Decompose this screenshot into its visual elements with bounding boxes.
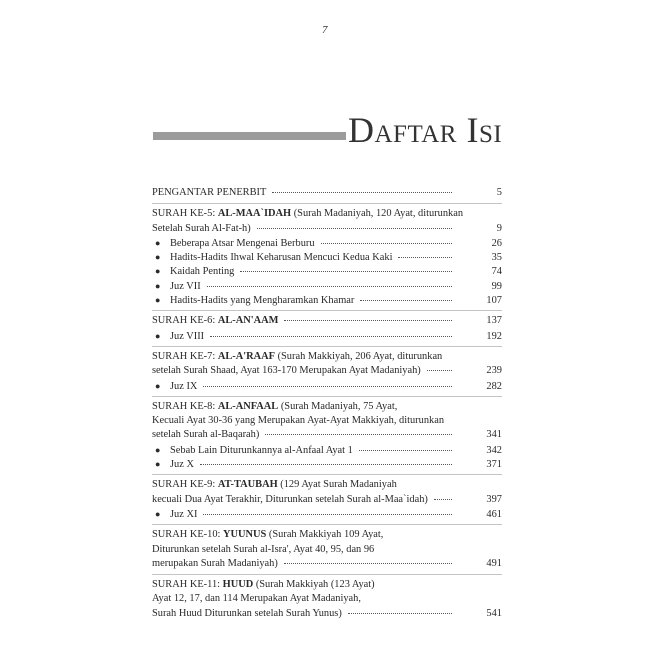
dot-leader	[210, 335, 452, 337]
bullet-icon: ●	[155, 444, 161, 455]
toc-subentry[interactable]	[152, 379, 502, 393]
surah-name: AL-AN'AAM	[217, 315, 279, 327]
dot-leader	[272, 191, 452, 193]
bullet-icon: ●	[155, 295, 161, 306]
toc-entry-line[interactable]	[152, 364, 502, 378]
toc-section	[152, 310, 502, 346]
entry-text	[152, 350, 442, 364]
surah-name: AT-TAUBAH	[217, 479, 278, 491]
entry-text	[152, 400, 397, 414]
entry-text	[152, 493, 428, 507]
entry-description: (Surah Madaniyah, 120 Ayat, diturunkan	[291, 208, 464, 220]
toc-section	[152, 183, 502, 203]
surah-name: YUUNUS	[223, 529, 267, 541]
toc-entry-line[interactable]	[152, 557, 502, 571]
entry-description: (Surah Makkiyah 109 Ayat,	[266, 529, 384, 541]
entry-description: PENGANTAR PENERBIT	[152, 187, 267, 198]
dot-leader	[257, 227, 452, 229]
toc-entry-line[interactable]	[152, 607, 502, 621]
entry-text	[152, 414, 444, 428]
subentry-text: Sebab Lain Diturunkannya al-Anfaal Ayat 1	[170, 444, 353, 456]
bullet-icon: ●	[155, 380, 161, 391]
entry-description: (Surah Makkiyah (123 Ayat)	[253, 579, 375, 591]
page-number-ref: 341	[486, 429, 502, 441]
page-number-ref: 192	[486, 330, 502, 342]
toc-entry-line[interactable]	[152, 414, 502, 428]
surah-number: SURAH KE-9:	[152, 479, 218, 491]
toc-subentry[interactable]	[152, 236, 502, 250]
page-number-ref: 99	[491, 280, 502, 292]
entry-description: setelah Surah Shaad, Ayat 163-170 Merupakan Ayat Madaniyah)	[152, 365, 421, 377]
entry-text	[152, 186, 266, 200]
toc-subentry[interactable]	[152, 279, 502, 293]
entry-text	[152, 222, 251, 236]
entry-text	[152, 207, 463, 221]
dot-leader	[265, 433, 452, 435]
entry-description: Surah Huud Diturunkan setelah Surah Yunus)	[152, 607, 342, 619]
toc-entry-line[interactable]	[152, 528, 502, 542]
subentry-text: Juz X	[170, 459, 194, 471]
page-number-ref: 35	[491, 252, 502, 264]
toc-subentry[interactable]	[152, 507, 502, 521]
toc-subentry[interactable]	[152, 250, 502, 264]
dot-leader	[348, 612, 452, 614]
bullet-icon: ●	[155, 280, 161, 291]
bullet-icon: ●	[155, 266, 161, 277]
title-decoration-bar	[153, 132, 346, 140]
bullet-icon: ●	[155, 330, 161, 341]
subentry-text: Hadits-Hadits Ihwal Keharusan Mencuci Kedua Kaki	[170, 252, 393, 264]
dot-leader	[284, 319, 452, 321]
subentry-text: Beberapa Atsar Mengenai Berburu	[170, 237, 315, 249]
entry-text	[152, 578, 375, 592]
toc-entry-line[interactable]	[152, 428, 502, 442]
subentry-text: Juz IX	[170, 380, 198, 392]
toc-subentry[interactable]	[152, 264, 502, 278]
bullet-icon: ●	[155, 508, 161, 519]
page-number: 7	[322, 24, 328, 36]
entry-description: Ayat 12, 17, dan 114 Merupakan Ayat Madaniyah,	[152, 593, 361, 605]
entry-description: setelah Surah al-Baqarah)	[152, 429, 260, 441]
dot-leader	[359, 449, 452, 451]
toc-section	[152, 203, 502, 310]
dot-leader	[321, 242, 452, 244]
toc-entry-line[interactable]	[152, 578, 502, 592]
page-number-ref: 541	[486, 607, 502, 619]
surah-number: SURAH KE-5:	[152, 208, 218, 220]
entry-description: (Surah Madaniyah, 75 Ayat,	[278, 400, 398, 412]
page-number-ref: 397	[486, 493, 502, 505]
surah-number: SURAH KE-10:	[152, 529, 224, 541]
entry-text	[152, 478, 397, 492]
entry-text	[152, 428, 259, 442]
toc-section	[152, 396, 502, 474]
surah-number: SURAH KE-7:	[152, 350, 218, 362]
page-number-ref: 371	[486, 459, 502, 471]
page-number-ref: 9	[496, 222, 502, 234]
bullet-icon: ●	[155, 459, 161, 470]
page-title: Daftar Isi	[348, 110, 503, 150]
subentry-text: Kaidah Penting	[170, 266, 235, 278]
entry-text	[152, 607, 342, 621]
toc-entry-line[interactable]	[152, 186, 502, 200]
entry-text	[152, 543, 374, 557]
entry-text	[152, 314, 278, 328]
toc-entry-line[interactable]	[152, 592, 502, 606]
entry-text	[152, 592, 361, 606]
toc-subentry[interactable]	[152, 443, 502, 457]
surah-name: AL-A'RAAF	[217, 350, 275, 362]
surah-number: SURAH KE-11:	[152, 579, 223, 591]
page-number-ref: 342	[486, 444, 502, 456]
page-number-ref: 461	[486, 508, 502, 520]
toc-entry-line[interactable]	[152, 478, 502, 492]
page-number-ref: 491	[486, 557, 502, 569]
bullet-icon: ●	[155, 237, 161, 248]
subentry-text: Juz VIII	[170, 330, 205, 342]
dot-leader	[398, 256, 452, 258]
entry-description: Diturunkan setelah Surah al-Isra', Ayat 40, 95, dan 96	[152, 543, 375, 555]
surah-name: AL-ANFAAL	[217, 400, 279, 412]
toc-entry-line[interactable]	[152, 207, 502, 221]
page-number-ref: 5	[496, 187, 502, 198]
bullet-icon: ●	[155, 252, 161, 263]
page-number-ref: 26	[491, 237, 502, 249]
page-number-ref: 239	[486, 365, 502, 377]
toc-entry-line[interactable]	[152, 350, 502, 364]
dot-leader	[203, 385, 452, 387]
toc-subentry[interactable]	[152, 457, 502, 471]
dot-leader	[207, 285, 452, 287]
toc-section	[152, 474, 502, 524]
page-number-ref: 74	[491, 266, 502, 278]
toc-entry-line[interactable]	[152, 400, 502, 414]
subentry-text: Juz XI	[170, 508, 198, 520]
entry-text	[152, 528, 383, 542]
page-number-ref: 137	[486, 315, 502, 327]
entry-description: merupakan Surah Madaniyah)	[152, 557, 278, 569]
dot-leader	[434, 498, 452, 500]
toc-entry-line[interactable]	[152, 314, 502, 328]
dot-leader	[203, 513, 452, 515]
entry-description: Kecuali Ayat 30-36 yang Merupakan Ayat-Ayat Makkiyah, diturunkan	[152, 415, 445, 427]
toc-section	[152, 524, 502, 574]
table-of-contents	[152, 183, 502, 624]
toc-entry-line[interactable]	[152, 222, 502, 236]
dot-leader	[427, 369, 452, 371]
dot-leader	[360, 299, 452, 301]
surah-number: SURAH KE-6:	[152, 315, 218, 327]
page-number-ref: 107	[486, 295, 502, 307]
page-number-ref: 282	[486, 380, 502, 392]
subentry-text: Juz VII	[170, 280, 201, 292]
dot-leader	[284, 562, 452, 564]
toc-subentry[interactable]	[152, 329, 502, 343]
entry-description: Setelah Surah Al-Fat-h)	[152, 222, 251, 234]
entry-description: kecuali Dua Ayat Terakhir, Diturunkan setelah Surah al-Maa`idah)	[152, 493, 428, 505]
toc-entry-line[interactable]	[152, 543, 502, 557]
subentry-text: Hadits-Hadits yang Mengharamkan Khamar	[170, 295, 355, 307]
entry-text	[152, 557, 278, 571]
entry-description: (129 Ayat Surah Madaniyah	[277, 479, 397, 491]
toc-section	[152, 574, 502, 624]
dot-leader	[240, 270, 452, 272]
dot-leader	[200, 463, 452, 465]
entry-text	[152, 364, 421, 378]
toc-section	[152, 346, 502, 396]
toc-entry-line[interactable]	[152, 493, 502, 507]
surah-name: AL-MAA`IDAH	[217, 208, 292, 220]
entry-description: (Surah Makkiyah, 206 Ayat, diturunkan	[274, 350, 443, 362]
surah-name: HUUD	[222, 579, 254, 591]
surah-number: SURAH KE-8:	[152, 400, 218, 412]
toc-subentry[interactable]	[152, 293, 502, 307]
